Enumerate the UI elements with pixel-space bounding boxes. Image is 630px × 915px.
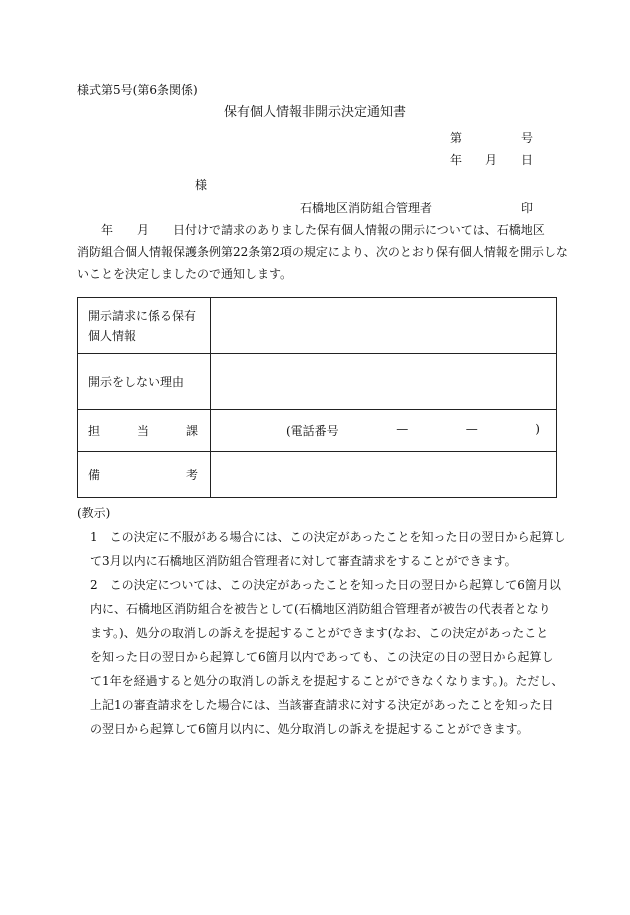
sender-name: 石橋地区消防組合管理者	[300, 201, 433, 215]
instruction-line: 上記1の審査請求をした場合には、当該審査請求に対する決定があったことを知った日	[90, 698, 554, 712]
value-remarks	[211, 452, 557, 498]
date-year: 年	[450, 153, 463, 167]
value-department	[211, 410, 557, 452]
phone-number-field	[211, 422, 556, 439]
instruction-item-2	[90, 573, 564, 741]
body-line: いことを決定しましたので通知します。	[77, 267, 293, 281]
number-suffix: 号	[521, 131, 534, 145]
instruction-line: 内に、石橋地区消防組合を被告として(石橋地区消防組合管理者が被告の代表者となり	[90, 602, 551, 616]
label-char: 課	[185, 423, 198, 438]
table-row-reason	[78, 354, 557, 410]
instruction-line: ます。)、処分の取消しの訴えを提起することができます(なお、この決定があったこと	[90, 626, 549, 640]
table-row-department	[78, 410, 557, 452]
label-department	[78, 410, 211, 452]
phone-close: )	[535, 422, 540, 436]
label-line: 開示請求に係る保有	[88, 308, 197, 323]
label-char: 備	[88, 467, 101, 482]
instruction-line: て1年を経過すると処分の取消しの訴えを提起することができなくなります。)。ただし、	[90, 674, 564, 688]
table-row-personal-info	[78, 298, 557, 354]
label-line: 開示をしない理由	[88, 374, 185, 389]
document-title: 保有個人情報非開示決定通知書	[223, 105, 406, 120]
form-number: 様式第5号(第6条関係)	[77, 83, 198, 97]
recipient-suffix: 様	[195, 178, 208, 192]
body-line: 年 月 日付けで請求のありました保有個人情報の開示については、石橋地区	[77, 223, 545, 237]
phone-dash: —	[465, 422, 478, 436]
label-char: 当	[136, 423, 149, 438]
date-month: 月	[485, 153, 498, 167]
label-personal-info	[78, 298, 211, 354]
seal-mark: 印	[521, 201, 534, 215]
instruction-line: て3月以内に石橋地区消防組合管理者に対して審査請求をすることができます。	[90, 554, 517, 568]
instruction-line: の翌日から起算して6箇月以内に、処分取消しの訴えを提起することができます。	[90, 722, 529, 736]
value-personal-info	[211, 298, 557, 354]
instruction-line: 1 この決定に不服がある場合には、この決定があったことを知った日の翌日から起算し	[90, 530, 566, 544]
phone-label: (電話番号	[286, 424, 339, 438]
instruction-line: 2 この決定については、この決定があったことを知った日の翌日から起算して6箇月以	[90, 578, 561, 592]
date-day: 日	[521, 153, 534, 167]
value-reason	[211, 354, 557, 410]
label-char: 考	[185, 467, 198, 482]
table-row-remarks	[78, 452, 557, 498]
number-prefix: 第	[450, 131, 463, 145]
instruction-item-1	[90, 525, 566, 573]
body-paragraph	[77, 219, 568, 285]
label-reason	[78, 354, 211, 410]
label-remarks	[78, 452, 211, 498]
phone-dash: —	[396, 422, 409, 436]
instruction-line: を知った日の翌日から起算して6箇月以内であっても、この決定の日の翌日から起算し	[90, 650, 554, 664]
instructions-heading: (教示)	[77, 506, 111, 520]
info-table	[77, 297, 557, 498]
body-line: 消防組合個人情報保護条例第22条第2項の規定により、次のとおり保有個人情報を開示しな	[77, 245, 568, 259]
label-line: 個人情報	[88, 328, 137, 343]
label-char: 担	[88, 423, 101, 438]
